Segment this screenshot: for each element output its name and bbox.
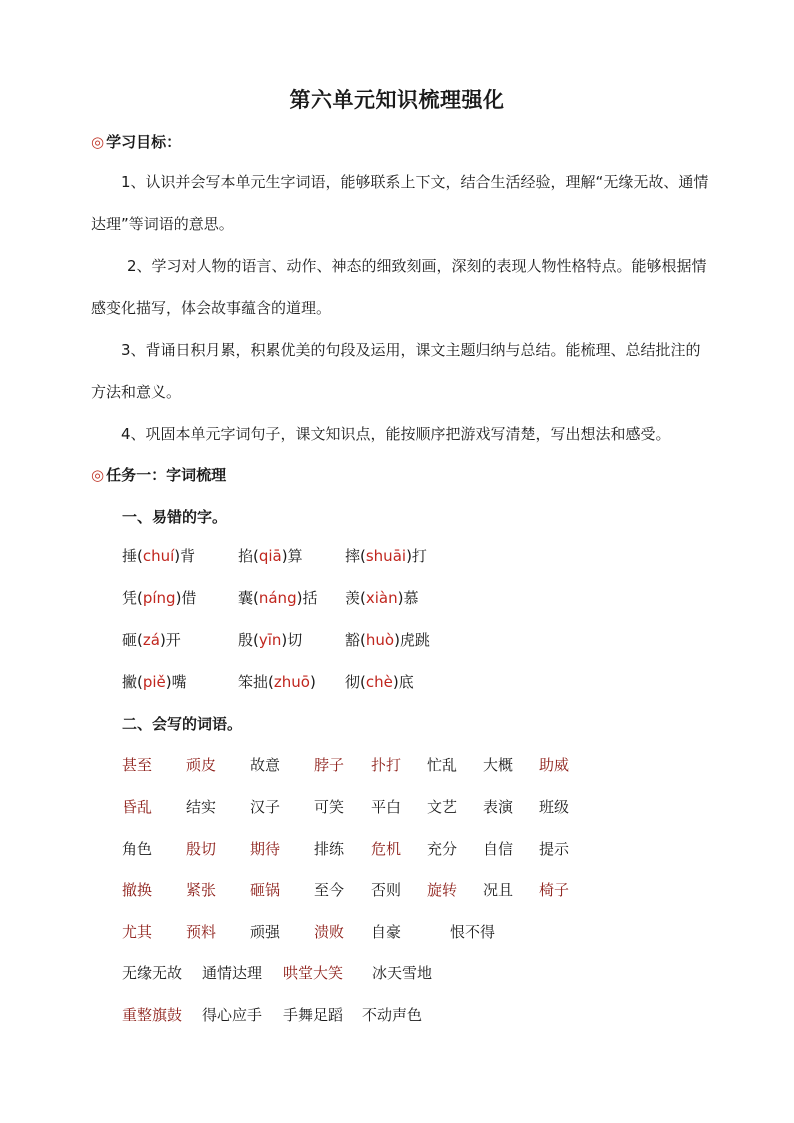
section-heading-label: 学习目标： <box>106 133 182 151</box>
char-text: )慕 <box>397 589 419 607</box>
word-item: 椅子 <box>539 881 570 899</box>
word-item: 否则 <box>371 881 402 899</box>
word-item: 可笑 <box>314 798 345 816</box>
char-text: )借 <box>175 589 197 607</box>
word-item: 况且 <box>483 881 514 899</box>
word-item: 旋转 <box>427 881 458 899</box>
word-item: 砸锅 <box>250 881 281 899</box>
subheading-write-words: 二、会写的词语。 <box>122 715 243 733</box>
pinyin: píng <box>142 589 176 607</box>
word-item: 危机 <box>371 840 402 858</box>
char-text: 摔( <box>345 547 366 565</box>
char-text: )嘴 <box>165 673 187 691</box>
word-item: 扑打 <box>371 756 402 774</box>
char-item <box>122 671 187 692</box>
char-text: )切 <box>281 631 303 649</box>
char-item <box>345 545 427 566</box>
char-text: ) <box>309 673 316 691</box>
word-item: 至今 <box>314 881 345 899</box>
word-item: 角色 <box>122 840 153 858</box>
word-item: 助威 <box>539 756 570 774</box>
word-item: 班级 <box>539 798 570 816</box>
pinyin: qiā <box>258 547 282 565</box>
pinyin: piě <box>142 673 166 691</box>
char-text: 捶( <box>122 547 143 565</box>
bullseye-icon: ◎ <box>91 132 105 151</box>
word-item: 忙乱 <box>427 756 458 774</box>
word-item: 恨不得 <box>450 923 496 941</box>
char-text: 砸( <box>122 631 143 649</box>
word-item: 得心应手 <box>202 1006 263 1024</box>
word-item: 平白 <box>371 798 402 816</box>
word-item: 预料 <box>186 923 217 941</box>
word-item: 文艺 <box>427 798 458 816</box>
pinyin: chè <box>365 673 393 691</box>
word-item: 昏乱 <box>122 798 153 816</box>
goal-item-4: 4、巩固本单元字词句子，课文知识点，能按顺序把游戏写清楚，写出想法和感受。 <box>121 425 671 443</box>
char-text: 殷( <box>238 631 259 649</box>
word-item: 撤换 <box>122 881 153 899</box>
subheading-error-prone-chars: 一、易错的字。 <box>122 508 228 526</box>
goal-item-1: 1、认识并会写本单元生字词语，能够联系上下文，结合生活经验，理解“无缘无故、通情达理”等词语的意思。 <box>91 173 709 233</box>
word-item: 尤其 <box>122 923 153 941</box>
char-item <box>238 545 303 566</box>
word-item: 充分 <box>427 840 458 858</box>
word-item: 溃败 <box>314 923 345 941</box>
goal-item-3: 3、背诵日积月累，积累优美的句段及运用，课文主题归纳与总结。能梳理、总结批注的方法和意义。 <box>91 341 701 401</box>
section-heading-label: 任务一：字词梳理 <box>106 466 227 484</box>
word-item: 顽皮 <box>186 756 217 774</box>
word-item: 哄堂大笑 <box>283 964 344 982</box>
char-text: )开 <box>159 631 181 649</box>
word-item: 紧张 <box>186 881 217 899</box>
word-item: 无缘无故 <box>122 964 183 982</box>
word-item: 故意 <box>250 756 281 774</box>
word-item: 重整旗鼓 <box>122 1006 183 1024</box>
char-text: 笨拙( <box>238 673 274 691</box>
char-item <box>122 545 195 566</box>
char-text: )打 <box>406 547 427 565</box>
char-text: 囊( <box>238 589 259 607</box>
pinyin: shuāi <box>365 547 407 565</box>
word-item: 冰天雪地 <box>372 964 433 982</box>
pinyin: chuí <box>142 547 175 565</box>
word-item: 汉子 <box>250 798 281 816</box>
char-text: )背 <box>174 547 196 565</box>
pinyin: huò <box>365 631 395 649</box>
word-item: 通情达理 <box>202 964 263 982</box>
char-text: )底 <box>392 673 414 691</box>
char-item <box>345 671 414 692</box>
char-item <box>345 629 430 650</box>
word-item: 甚至 <box>122 756 153 774</box>
char-text: 豁( <box>345 631 366 649</box>
word-item: 自信 <box>483 840 514 858</box>
char-item <box>238 587 317 608</box>
char-text: 凭( <box>122 589 143 607</box>
section-heading-goals <box>91 131 181 152</box>
pinyin: zhuō <box>273 673 310 691</box>
char-item <box>122 629 181 650</box>
pinyin: náng <box>258 589 297 607</box>
word-item: 结实 <box>186 798 217 816</box>
char-text: 撇( <box>122 673 143 691</box>
word-item: 脖子 <box>314 756 345 774</box>
word-item: 顽强 <box>250 923 281 941</box>
word-item: 提示 <box>539 840 570 858</box>
word-item: 不动声色 <box>362 1006 423 1024</box>
page-title: 第六单元知识梳理强化 <box>289 88 505 112</box>
char-text: )算 <box>281 547 303 565</box>
char-text: 彻( <box>345 673 366 691</box>
pinyin: yīn <box>258 631 282 649</box>
word-item: 大概 <box>483 756 514 774</box>
char-item <box>238 671 316 692</box>
char-text: 羡( <box>345 589 366 607</box>
word-item: 排练 <box>314 840 345 858</box>
word-item: 手舞足蹈 <box>283 1006 344 1024</box>
word-item: 表演 <box>483 798 514 816</box>
char-text: 掐( <box>238 547 259 565</box>
char-item <box>345 587 418 608</box>
word-item: 期待 <box>250 840 281 858</box>
char-item <box>238 629 302 650</box>
word-item: 自豪 <box>371 923 402 941</box>
word-item: 殷切 <box>186 840 217 858</box>
pinyin: xiàn <box>365 589 398 607</box>
section-heading-task1 <box>91 464 226 485</box>
char-item <box>122 587 196 608</box>
goal-item-2: 2、学习对人物的语言、动作、神态的细致刻画，深刻的表现人物性格特点。能够根据情感变化描写，体会故事蕴含的道理。 <box>91 257 707 317</box>
bullseye-icon: ◎ <box>91 465 105 484</box>
pinyin: zá <box>142 631 160 649</box>
char-text: )虎跳 <box>394 631 430 649</box>
char-text: )括 <box>296 589 318 607</box>
